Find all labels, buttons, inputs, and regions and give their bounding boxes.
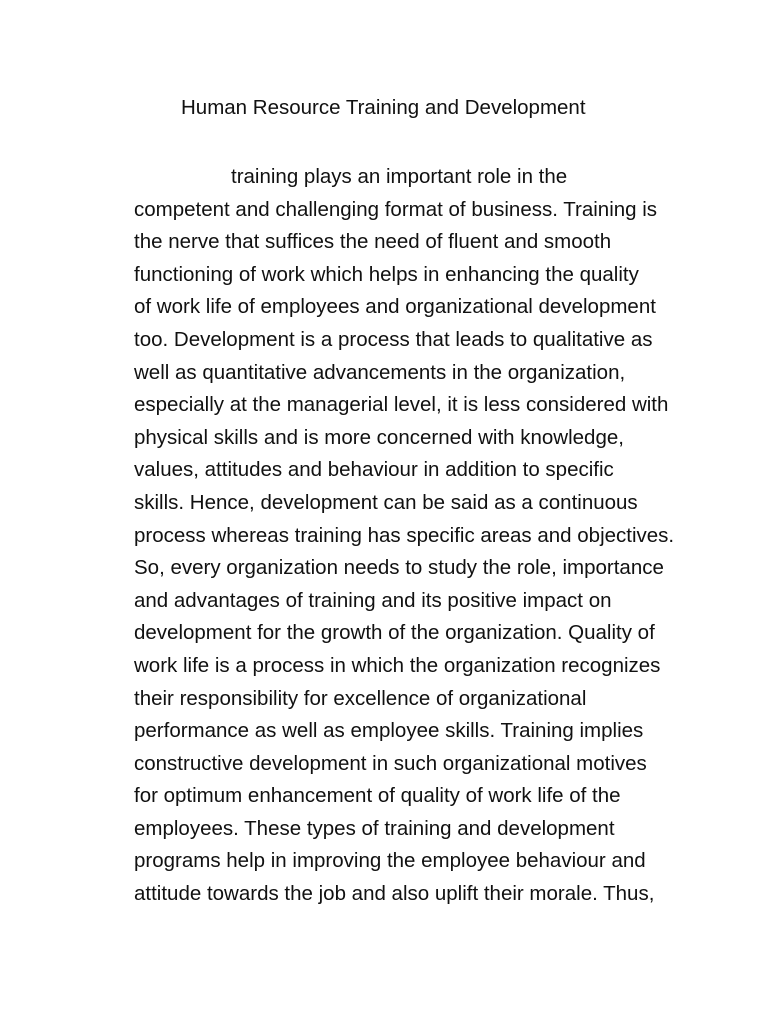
document-title: Human Resource Training and Development (181, 96, 586, 119)
paragraph-line: process whereas training has specific areas and objectives. (134, 523, 675, 547)
paragraph-line: competent and challenging format of business. Training is (134, 197, 658, 221)
paragraph-line: the nerve that suffices the need of fluent and smooth (134, 230, 612, 254)
paragraph-line: too. Development is a process that leads to qualitative as (134, 327, 653, 351)
paragraph-line: programs help in improving the employee behaviour and (134, 849, 646, 873)
paragraph-line: work life is a process in which the organization recognizes (134, 653, 661, 677)
body-paragraph (134, 161, 694, 911)
paragraph-line: skills. Hence, development can be said as a continuous (134, 490, 638, 514)
paragraph-line: So, every organization needs to study the role, importance (134, 556, 664, 580)
paragraph-line: attitude towards the job and also uplift their morale. Thus, (134, 882, 655, 906)
paragraph-line: performance as well as employee skills. Training implies (134, 719, 644, 743)
paragraph-line: of work life of employees and organizational development (134, 295, 656, 319)
paragraph-line: functioning of work which helps in enhancing the quality (134, 262, 639, 286)
paragraph-line: training plays an important role in the (231, 165, 568, 188)
paragraph-line: development for the growth of the organization. Quality of (134, 621, 655, 645)
paragraph-line: for optimum enhancement of quality of work life of the (134, 784, 621, 808)
paragraph-line: well as quantitative advancements in the organization, (134, 360, 626, 384)
paragraph-line: their responsibility for excellence of organizational (134, 686, 587, 710)
paragraph-line: constructive development in such organizational motives (134, 751, 647, 775)
paragraph-line: and advantages of training and its positive impact on (134, 588, 612, 612)
paragraph-line: employees. These types of training and development (134, 816, 615, 840)
paragraph-line: values, attitudes and behaviour in addition to specific (134, 458, 614, 482)
paragraph-line: physical skills and is more concerned with knowledge, (134, 425, 624, 449)
paragraph-line: especially at the managerial level, it is less considered with (134, 393, 669, 417)
